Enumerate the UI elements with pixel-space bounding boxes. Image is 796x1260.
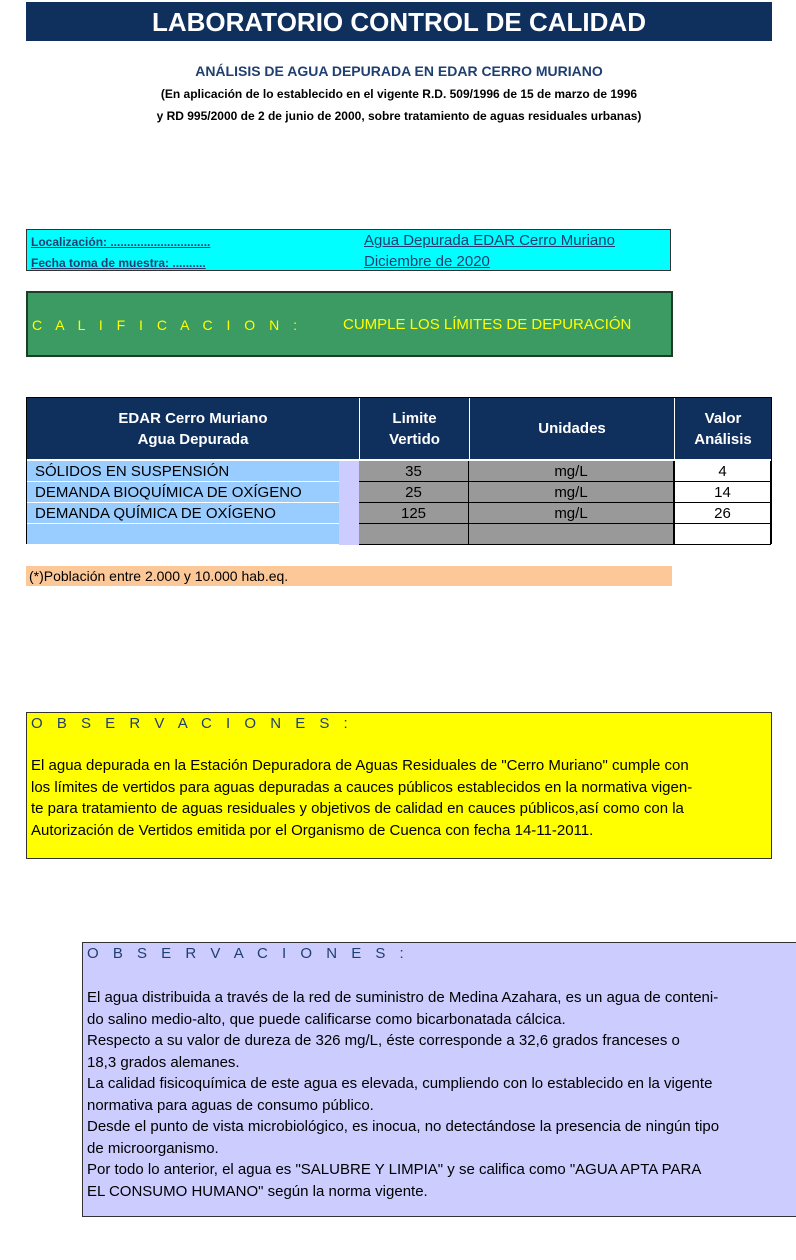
header-parameter-line-1: EDAR Cerro Muriano (118, 409, 268, 427)
observations-distribuida-title: O B S E R V A C I O N E S : (87, 945, 409, 962)
header-limit-line-2: Vertido (389, 430, 440, 448)
limit-cell: 25 (359, 482, 469, 503)
unit-cell: mg/L (469, 482, 674, 503)
parameter-cell: DEMANDA BIOQUÍMICA DE OXÍGENO (27, 482, 339, 503)
location-label: Localización: .............................. (31, 235, 211, 249)
table-row (27, 461, 771, 482)
observations-distribuida-box (82, 942, 796, 1217)
limit-cell (359, 524, 469, 545)
results-table (26, 397, 772, 544)
unit-cell: mg/L (469, 461, 674, 482)
spacer-cell (339, 524, 359, 545)
spacer-cell (339, 503, 359, 524)
population-note: (*)Población entre 2.000 y 10.000 hab.eq. (26, 566, 672, 586)
qualification-value: CUMPLE LOS LÍMITES DE DEPURACIÓN (343, 316, 632, 333)
limit-cell: 35 (359, 461, 469, 482)
value-cell (674, 524, 771, 545)
spacer-cell (339, 461, 359, 482)
value-cell: 26 (674, 503, 771, 524)
header-limit-line-1: Limite (392, 409, 437, 427)
header-units-label: Unidades (538, 420, 606, 437)
unit-cell: mg/L (469, 503, 674, 524)
location-box (26, 229, 671, 271)
table-row (27, 482, 771, 503)
sample-date-label: Fecha toma de muestra: .......... (31, 256, 206, 270)
unit-cell (469, 524, 674, 545)
header-value-line-2: Análisis (694, 430, 752, 448)
parameter-cell: SÓLIDOS EN SUSPENSIÓN (27, 461, 339, 482)
legal-note-line-2: y RD 995/2000 de 2 de junio de 2000, sobre tratamiento de aguas residuales urbanas) (156, 109, 642, 123)
observations-depurada-title: O B S E R V A C I O N E S : (31, 715, 353, 732)
report-subtitle: ANÁLISIS DE AGUA DEPURADA EN EDAR CERRO MURIANO (195, 63, 603, 79)
observations-distribuida-text: El agua distribuida a través de la red de suministro de Medina Azahara, es un agua de conteni- do salino medio-alto, que puede calificarse como bicarbonatada cálcica. Respecto a su valor de dureza de 326 mg/L, éste corresponde a 32,6 grados franceses o 18,3 grados alemanes. La calidad fisicoquímica de este agua es elevada, cumpliendo con lo establecido en la vigente normativa para aguas de consumo público. Desde el punto de vista microbiológico, es inocua, no detectándose la presencia de ningún tipo de microorganismo. Por todo lo anterior, el agua es "SALUBRE Y LIMPIA" y se califica como "AGUA APTA PARA EL CONSUMO HUMANO" según la norma vigente. (87, 989, 720, 1200)
limit-cell: 125 (359, 503, 469, 524)
page-title: LABORATORIO CONTROL DE CALIDAD (26, 2, 772, 41)
observations-depurada-text: El agua depurada en la Estación Depuradora de Aguas Residuales de "Cerro Muriano" cumple con los límites de vertidos para aguas depuradas a cauces públicos establecidos en la normativa vigen- te para tratamiento de aguas residuales y objetivos de calidad en cauces públicos,así como con la Autorización de Vertidos emitida por el Organismo de Cuenca con fecha 14-11-2011. (31, 757, 693, 839)
header-value-line-1: Valor (704, 409, 742, 427)
table-row (27, 524, 771, 545)
location-value: Agua Depurada EDAR Cerro Muriano (364, 232, 615, 249)
spacer-cell (339, 482, 359, 503)
legal-note-line-1: (En aplicación de lo establecido en el vigente R.D. 509/1996 de 15 de marzo de 1996 (160, 87, 638, 101)
sample-date-value: Diciembre de 2020 (364, 253, 490, 270)
header-parameter (27, 398, 360, 459)
qualification-box (26, 291, 673, 357)
header-limit (360, 398, 470, 459)
parameter-cell (27, 524, 339, 545)
header-parameter-line-2: Agua Depurada (137, 430, 249, 448)
value-cell: 14 (674, 482, 771, 503)
header-value (675, 398, 771, 459)
qualification-label: C A L I F I C A C I O N : (32, 317, 302, 333)
table-row (27, 503, 771, 524)
observations-depurada-box (26, 712, 772, 859)
value-cell: 4 (674, 461, 771, 482)
parameter-cell: DEMANDA QUÍMICA DE OXÍGENO (27, 503, 339, 524)
header-units (470, 398, 675, 459)
